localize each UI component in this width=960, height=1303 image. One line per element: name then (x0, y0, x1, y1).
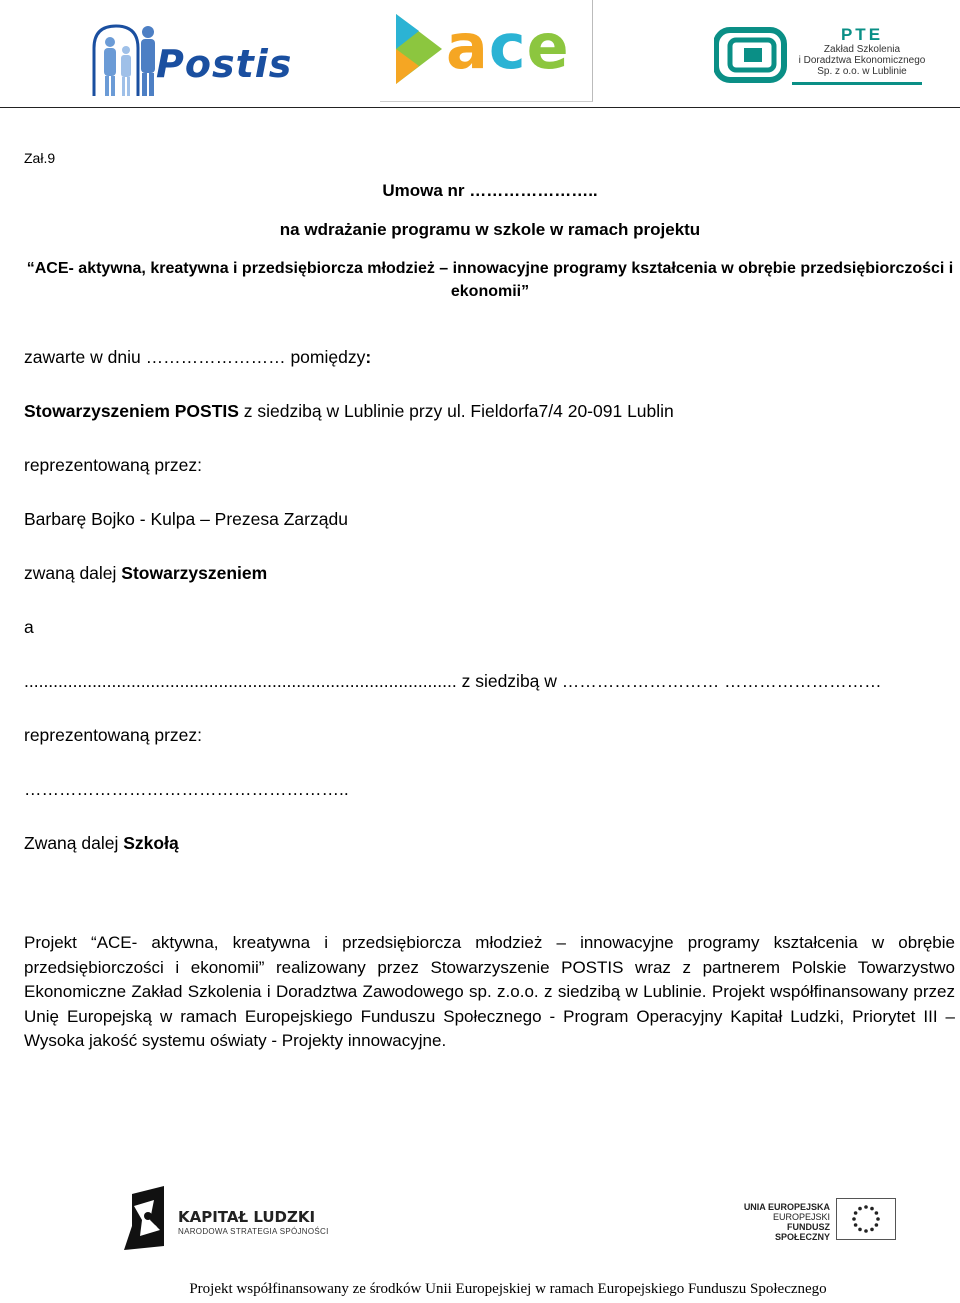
eu-logo-line-2: EUROPEJSKI (772, 1212, 830, 1222)
ace-letter-e: e (526, 10, 570, 83)
party-1-name: Stowarzyszeniem POSTIS (24, 401, 239, 421)
ace-letter-a: a (446, 10, 489, 83)
eu-social-fund-logo (734, 1196, 896, 1242)
kapital-ludzki-logo (120, 1186, 330, 1252)
pte-title: PTE (840, 25, 884, 44)
eu-logo-line-1: UNIA EUROPEJSKA (743, 1202, 830, 1212)
and-conjunction: a (24, 617, 34, 637)
project-name: “ACE- aktywna, kreatywna i przedsiębiorcza młodzież – innowacyjne programy kształcenia w obrębie przedsiębiorczości i ekonomii” (26, 260, 954, 300)
concluded-date-colon: : (365, 347, 372, 367)
pte-logo (714, 26, 924, 88)
pte-underline (792, 82, 922, 85)
ace-logo (380, 0, 593, 102)
pte-line-3: Sp. z o.o. w Lublinie (817, 66, 907, 77)
party-1-line (24, 401, 674, 422)
pte-emblem-icon (714, 26, 788, 84)
ace-play-icon (396, 14, 442, 84)
called-2-line (24, 833, 179, 854)
postis-figures-icon (86, 20, 166, 100)
page-header (0, 0, 960, 108)
ace-letter-c: c (488, 10, 527, 83)
ace-logo-text (446, 10, 570, 83)
contract-title: Umowa nr ………………….. (382, 181, 598, 200)
concluded-date-line (24, 347, 371, 368)
kapital-ludzki-emblem-icon (120, 1186, 170, 1250)
eu-flag-icon (836, 1198, 896, 1240)
party-2-line: ......................................................................................... z siedzibą w ……………………… ……………………… (24, 671, 882, 691)
kapital-ludzki-title: KAPITAŁ LUDZKI (178, 1208, 316, 1226)
representative-2: ……………………………………………….. (24, 779, 349, 799)
eu-logo-text (734, 1202, 830, 1242)
project-paragraph: Projekt “ACE- aktywna, kreatywna i przedsiębiorcza młodzież – innowacyjne programy kształcenia w obrębie przedsiębiorczości i ekonomii” realizowany przez Stowarzyszenie POSTIS wraz z partnerem Polskie Towarzystwo Ekonomiczne Zakład Szkolenia i Doradztwa Zawodowego sp. z.o.o. z siedzibą w Lublinie. Projekt współfinansowany przez Unię Europejską w ramach Europejskiego Funduszu Społecznego - Program Operacyjny Kapitał Ludzki, Priorytet III – Wysoka jakość systemu oświaty - Projekty innowacyjne. (24, 933, 955, 1051)
called-1-prefix: zwaną dalej (24, 563, 122, 583)
contract-subtitle: na wdrażanie programu w szkole w ramach projektu (279, 220, 701, 239)
kapital-ludzki-subtitle: NARODOWA STRATEGIA SPÓJNOŚCI (178, 1227, 329, 1236)
attachment-label: Zał.9 (24, 150, 56, 166)
eu-logo-line-3: FUNDUSZ SPOŁECZNY (774, 1222, 830, 1242)
concluded-date-text: zawarte w dniu …………………… pomiędzy (24, 347, 366, 367)
pte-line-1: Zakład Szkolenia (823, 44, 901, 55)
called-1-name: Stowarzyszeniem (121, 563, 268, 583)
called-2-prefix: Zwaną dalej (24, 833, 124, 853)
cofinancing-footer-note: Projekt współfinansowany ze środków Unii Europejskiej w ramach Europejskiego Funduszu Społecznego (189, 1281, 827, 1297)
postis-logo-text: Postis (156, 42, 293, 86)
representative-1: Barbarę Bojko - Kulpa – Prezesa Zarządu (24, 509, 348, 529)
called-1-line (24, 563, 267, 584)
represented-by-1: reprezentowaną przez: (24, 455, 203, 475)
represented-by-2: reprezentowaną przez: (24, 725, 203, 745)
party-1-address: z siedzibą w Lublinie przy ul. Fieldorfa7/4 20-091 Lublin (238, 401, 674, 421)
pte-logo-text (792, 26, 932, 77)
eu-stars-icon (837, 1199, 895, 1239)
called-2-name: Szkołą (123, 833, 179, 853)
postis-logo (86, 20, 296, 100)
pte-line-2: i Doradztwa Ekonomicznego (798, 55, 926, 66)
